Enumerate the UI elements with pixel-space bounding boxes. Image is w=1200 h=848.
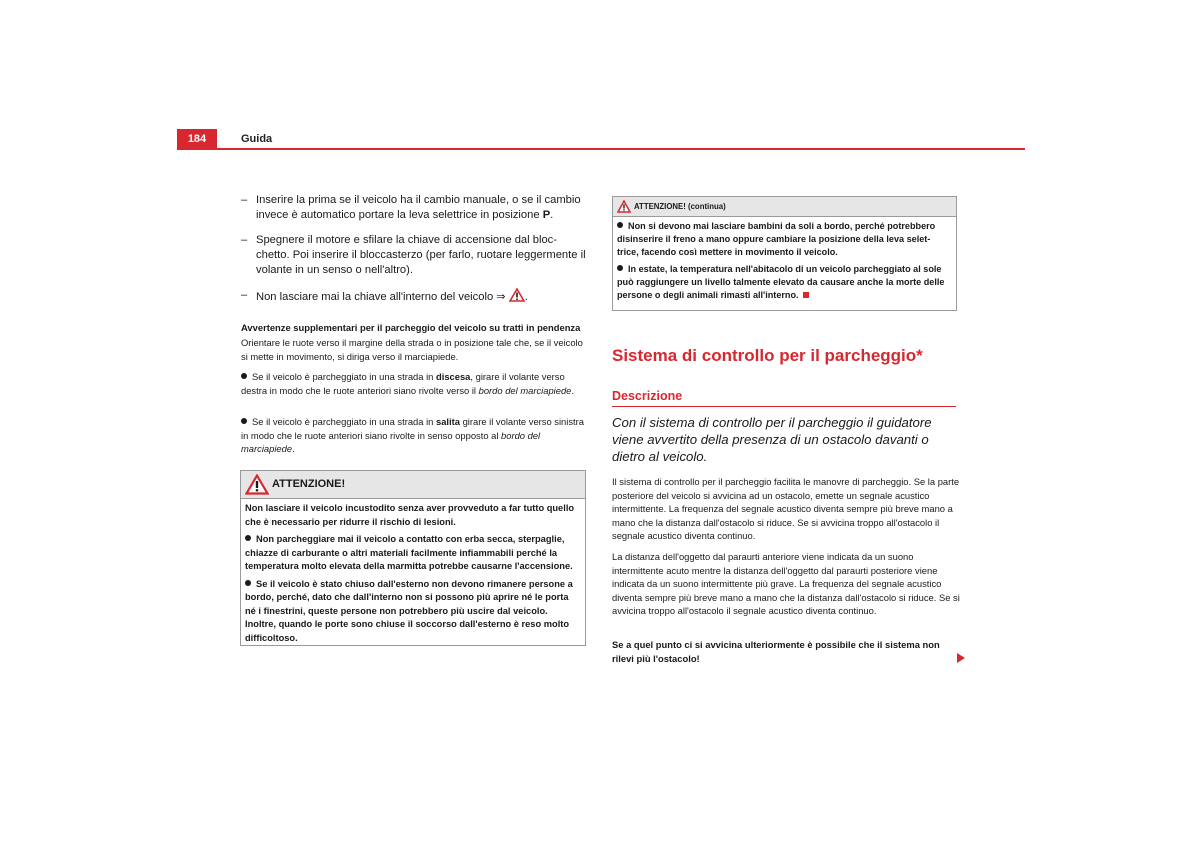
bullet-icon <box>241 418 247 424</box>
warning-paragraph: Non si devono mai lasciare bambini da soli a bordo, perché potrebbero disinserire il freno a mano oppure cambiare la posizione della leva selet-trice, facendo così mettere in movimento il veicolo. <box>617 221 936 257</box>
bullet-icon <box>617 222 623 228</box>
list-item <box>241 193 586 223</box>
list-item-text: Spegnere il motore e sfilare la chiave di accensione dal bloc-chetto. Poi inserire il bloccasterzo (per farlo, ruotare leggermente il volante in un senso o nell'altro). <box>256 234 586 276</box>
bullet-item: Se il veicolo è parcheggiato in una strada in discesa, girare il volante verso destra in modo che le ruote anteriori siano rivolte verso il bordo del marciapiede. <box>241 371 575 396</box>
warning-paragraph: Se il veicolo è stato chiuso dall'esterno non devono rimanere persone a bordo, perché, dato che dall'interno non si possono più aprire né le porta né i finestrini, queste persone non potrebbero più uscire dal veicolo. Inoltre, quando le porte sono chiuse il soccorso dall'esterno è reso molto difficoltoso. <box>245 578 573 643</box>
dash-marker: – <box>241 194 248 206</box>
paragraph: Se a quel punto ci si avvicina ulteriormente è possibile che il sistema non rilevi più l'ostacolo! <box>612 639 940 664</box>
header-rule <box>177 148 1025 150</box>
next-page-arrow-icon <box>957 653 965 663</box>
warning-triangle-icon <box>617 200 631 213</box>
warning-paragraph: Non lasciare il veicolo incustodito senza aver provveduto a far tutto quello che è necessario per ridurre il rischio di lesioni. <box>245 503 575 527</box>
warning-box-continued <box>612 196 957 311</box>
bullet-icon <box>245 535 251 541</box>
subsection-rule <box>612 406 956 407</box>
paragraph: La distanza dell'oggetto dal paraurti anteriore viene indicata da un suono intermittente acuto mentre la distanza dell'oggetto dal paraurti posteriore viene indicata da un suono intermittente più grave. La frequenza del segnale acustico diventa sempre più breve mano a mano che la distanza dall'ostacolo si riduce. Se si avvicina troppo all'ostacolo il segnale acustico diventa continuo. <box>612 551 960 616</box>
warning-box <box>240 470 586 646</box>
page-number: 184 <box>177 129 217 149</box>
dash-marker: – <box>241 234 248 246</box>
intro-paragraph: Con il sistema di controllo per il parcheggio il guidatore viene avvertito della presenza di un ostacolo davanti o dietro al veicolo. <box>612 415 932 464</box>
warning-title: ATTENZIONE! <box>272 478 346 490</box>
paragraph: Orientare le ruote verso il margine della strada o in posizione tale che, se il veicolo si mette in movimento, si diriga verso il marciapiede. <box>241 337 583 362</box>
bullet-icon <box>241 373 247 379</box>
list-item-text: Inserire la prima se il veicolo ha il cambio manuale, o se il cambio invece è automatico portare la leva selettrice in posizione P. <box>256 194 581 221</box>
bullet-icon <box>617 265 623 271</box>
section-title: Guida <box>241 133 273 145</box>
list-item-text: Non lasciare mai la chiave all'interno del veicolo ⇒ . <box>241 288 586 305</box>
section-heading: Sistema di controllo per il parcheggio* <box>612 346 923 365</box>
warning-header <box>613 197 956 217</box>
list-item <box>241 233 586 278</box>
dash-marker: – <box>241 289 248 301</box>
subheading: Avvertenze supplementari per il parcheggio del veicolo su tratti in pendenza <box>241 322 581 333</box>
warning-title: ATTENZIONE! (continua) <box>634 202 726 211</box>
warning-body <box>241 499 585 648</box>
warning-header <box>241 471 585 499</box>
warning-triangle-icon <box>245 474 269 495</box>
bullet-item: Se il veicolo è parcheggiato in una strada in salita girare il volante verso sinistra in modo che le ruote anteriori siano rivolte in senso opposto al bordo del marciapiede. <box>241 416 584 454</box>
warning-paragraph: In estate, la temperatura nell'abitacolo di un veicolo parcheggiato al sole può raggiungere un livello talmente elevato da causare anche la morte delle persone o degli animali rimasti all'interno. <box>617 264 945 300</box>
warning-paragraph: Non parcheggiare mai il veicolo a contatto con erba secca, sterpaglie, chiazze di carburante o altri materiali facilmente infiammabili perché la temperatura molto elevata della marmitta potrebbe causarne l'accensione. <box>245 534 573 571</box>
bullet-icon <box>245 580 251 586</box>
subsection-heading: Descrizione <box>612 389 683 403</box>
warning-triangle-icon <box>509 288 525 302</box>
end-mark-icon <box>803 292 809 298</box>
list-item <box>241 288 586 305</box>
paragraph: Il sistema di controllo per il parcheggio facilita le manovre di parcheggio. Se la parte posteriore del veicolo si avvicina ad un ostacolo, emette un segnale acustico intermittente. La frequenza del segnale acustico diventa sempre più breve mano a mano che la distanza dall'ostacolo si riduce. Se si avvicina troppo all'ostacolo il segnale acustico diventa continuo. <box>612 476 960 541</box>
warning-body <box>613 217 956 305</box>
